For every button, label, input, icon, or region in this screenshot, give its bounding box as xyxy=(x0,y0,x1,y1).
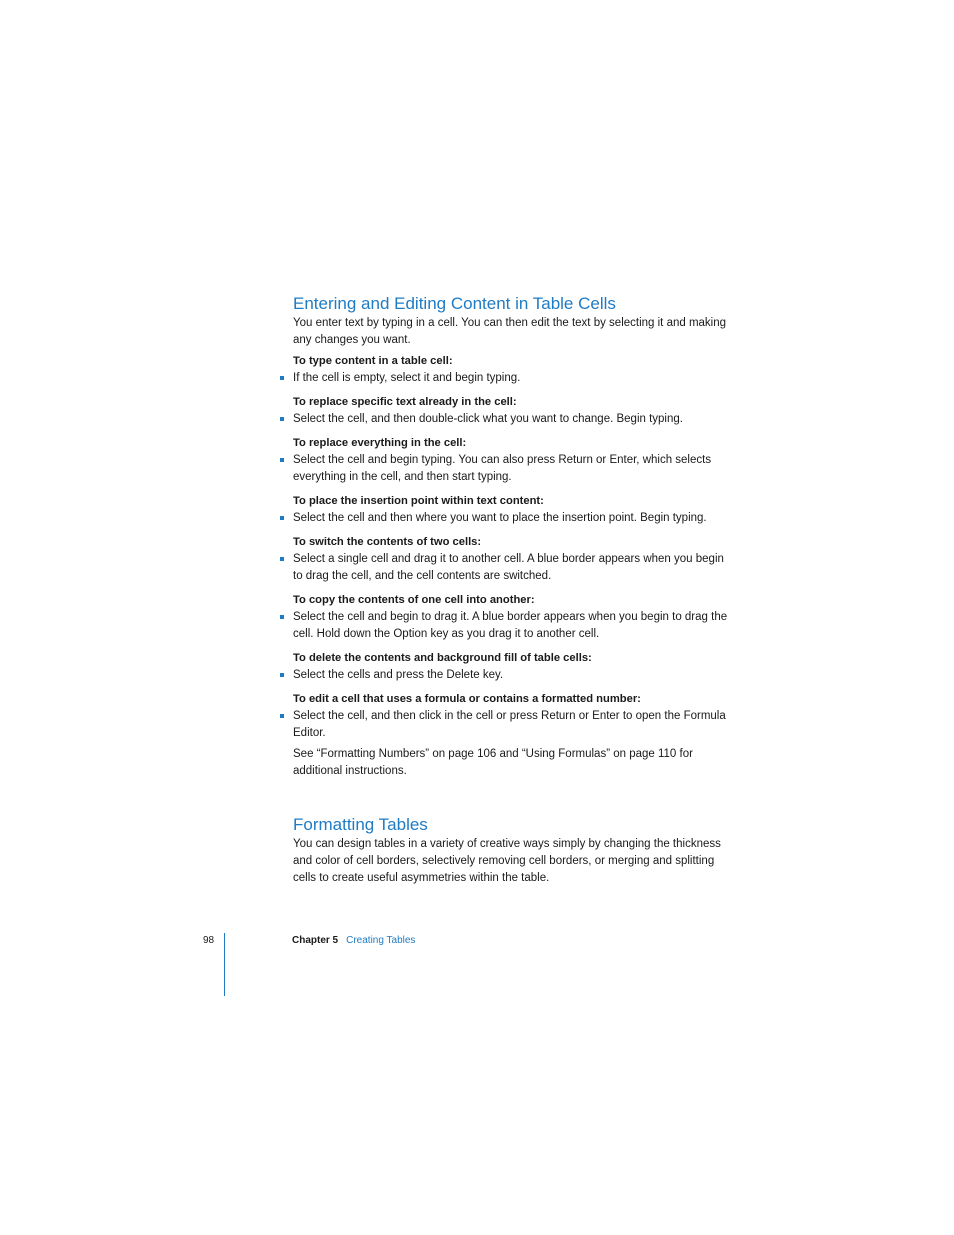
task-edit-formula-cell xyxy=(293,691,733,742)
task-heading: To copy the contents of one cell into another: xyxy=(293,594,535,606)
section-intro: You enter text by typing in a cell. You can then edit the text by selecting it and making any changes you want. xyxy=(293,317,727,346)
square-bullet-icon xyxy=(280,673,284,677)
step-text: Select the cell and then where you want to place the insertion point. Begin typing. xyxy=(293,512,707,524)
task-switch-contents xyxy=(293,534,733,585)
section-heading: Entering and Editing Content in Table Cells xyxy=(293,294,616,313)
list-item xyxy=(293,452,733,486)
step-list xyxy=(293,411,733,428)
square-bullet-icon xyxy=(280,376,284,380)
list-item xyxy=(293,510,733,527)
task-heading: To replace everything in the cell: xyxy=(293,437,467,449)
task-replace-everything xyxy=(293,435,733,486)
square-bullet-icon xyxy=(280,458,284,462)
step-list xyxy=(293,708,733,742)
task-heading: To switch the contents of two cells: xyxy=(293,536,482,548)
step-list xyxy=(293,370,733,387)
step-text: If the cell is empty, select it and begin typing. xyxy=(293,372,521,384)
section-heading: Formatting Tables xyxy=(293,815,428,834)
task-place-insertion-point xyxy=(293,493,733,527)
task-replace-specific-text xyxy=(293,394,733,428)
list-item xyxy=(293,708,733,742)
step-text: Select the cell and begin to drag it. A blue border appears when you begin to drag the cell. Hold down the Option key as you drag it to another cell. xyxy=(293,611,728,640)
section-formatting-tables xyxy=(293,814,733,887)
step-list xyxy=(293,452,733,486)
chapter-title: Creating Tables xyxy=(346,935,416,946)
step-list xyxy=(293,551,733,585)
task-heading: To type content in a table cell: xyxy=(293,355,453,367)
step-list xyxy=(293,609,733,643)
list-item xyxy=(293,411,733,428)
footer-divider xyxy=(224,933,225,996)
step-list xyxy=(293,667,733,684)
step-text: Select the cell, and then double-click what you want to change. Begin typing. xyxy=(293,413,683,425)
section-entering-editing xyxy=(293,293,733,780)
step-list xyxy=(293,510,733,527)
footer-chapter xyxy=(292,934,415,947)
list-item xyxy=(293,609,733,643)
task-heading: To edit a cell that uses a formula or contains a formatted number: xyxy=(293,693,641,705)
list-item xyxy=(293,370,733,387)
chapter-label: Chapter 5 xyxy=(292,935,339,946)
task-copy-contents xyxy=(293,592,733,643)
step-text: Select a single cell and drag it to another cell. A blue border appears when you begin to drag the cell, and the cell contents are switched. xyxy=(293,553,724,582)
page-content xyxy=(293,293,733,887)
step-text: Select the cells and press the Delete key. xyxy=(293,669,504,681)
step-text: Select the cell, and then click in the cell or press Return or Enter to open the Formula Editor. xyxy=(293,710,726,739)
page-number: 98 xyxy=(203,935,215,946)
task-heading: To place the insertion point within text content: xyxy=(293,495,544,507)
task-heading: To delete the contents and background fill of table cells: xyxy=(293,652,592,664)
square-bullet-icon xyxy=(280,516,284,520)
list-item xyxy=(293,667,733,684)
square-bullet-icon xyxy=(280,714,284,718)
square-bullet-icon xyxy=(280,615,284,619)
square-bullet-icon xyxy=(280,557,284,561)
task-type-content xyxy=(293,353,733,387)
task-delete-contents xyxy=(293,650,733,684)
section-intro: You can design tables in a variety of creative ways simply by changing the thickness and color of cell borders, selectively removing cell borders, or merging and splitting cells to create useful asymmetries within the table. xyxy=(293,838,721,884)
step-text: Select the cell and begin typing. You can also press Return or Enter, which selects everything in the cell, and then start typing. xyxy=(293,454,712,483)
see-also-note: See “Formatting Numbers” on page 106 and “Using Formulas” on page 110 for additional instructions. xyxy=(293,748,693,777)
task-heading: To replace specific text already in the cell: xyxy=(293,396,517,408)
square-bullet-icon xyxy=(280,417,284,421)
list-item xyxy=(293,551,733,585)
